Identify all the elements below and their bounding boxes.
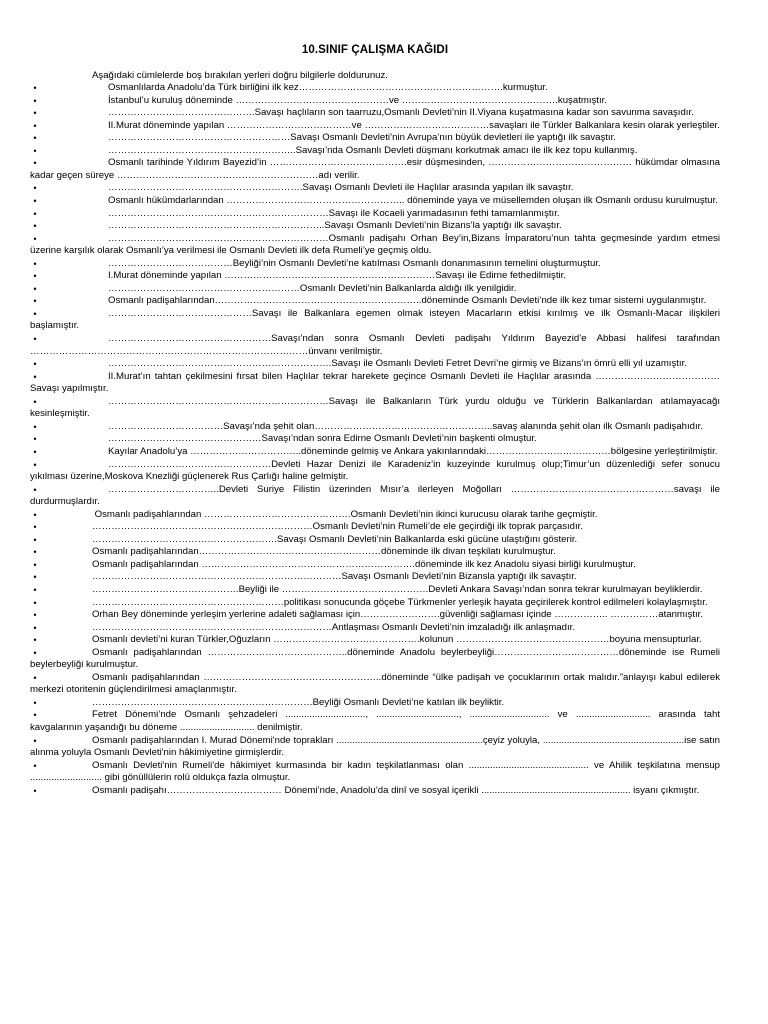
bullet-icon: • — [33, 584, 37, 595]
question-item — [30, 283, 720, 296]
question-text: …………………………………………………………….Savaşı ile Osmanlı Devleti Fetret Devri’ne girmiş ve Bizans’ın ömrü elli yıl uzamıştır. — [108, 358, 687, 370]
question-text: …………………………………Beyliği’nin Osmanlı Devleti’ne katılması Osmanlı donanmasının temelini oluşturmuştur. — [108, 257, 601, 269]
bullet-icon: • — [33, 760, 37, 771]
question-text: …………………………………………………..Savaşı’nda Osmanlı Devleti düşmanı korkutmak amacı ile ilk kez topu kullanmış. — [108, 144, 638, 156]
question-item — [30, 647, 720, 672]
question-item — [30, 333, 720, 358]
question-text: Orhan Bey döneminde yerleşim yerlerine adaleti sağlaması için…………………….güvenliği sağlaması içinde …………….. ……………atanmıştır. — [92, 609, 704, 621]
question-text: Osmanlı padişahlarından ………………………………………………..döneminde “ülke padişah ve çocuklarının ortak malıdır.”anlayışı kabul edilerek merkezi otoritenin güçlendirilmesi amaçlanmıştır. — [30, 671, 720, 696]
question-item — [30, 546, 720, 559]
bullet-icon: • — [33, 421, 37, 432]
question-text: Osmanlı padişahlarından…………………………………………………döneminde ilk divan teşkilatı kurulmuştur. — [92, 546, 556, 558]
question-text: Osmanlılarda Anadolu’da Türk birliğini ilk kez……………………………………………………….kurmuştur. — [108, 82, 548, 94]
bullet-icon: • — [33, 208, 37, 219]
question-text: ……………………………..Devleti Suriye Filistin üzerinden Mısır’a ilerleyen Moğolları ……………………………………………savaşı ile durdurmuşlardır. — [30, 483, 720, 508]
question-text: II.Murat döneminde yapılan …………………………………ve …………………………………savaşları ile Türkler Balkanlara kesin olarak yerleştiler. — [108, 119, 720, 131]
bullet-icon: • — [33, 597, 37, 608]
question-text: ……………………………………………………………Osmanlı Devleti’nin Rumeli’de ele geçirdiği ilk toprak parçasıdır. — [92, 521, 583, 533]
bullet-icon: • — [33, 145, 37, 156]
bullet-icon: • — [33, 522, 37, 533]
bullet-icon: • — [33, 83, 37, 94]
question-text: Kayılar Anadolu’ya ……………………………..döneminde gelmiş ve Ankara yakınlarındaki…………………………………bölgesine yerleştirilmiştir. — [108, 445, 718, 457]
page-title: 10.SINIF ÇALIŞMA KAĞIDI — [301, 44, 449, 56]
question-text: ……………………………………….Beyliği ile ……………………………………….Devleti Ankara Savaşı’ndan sonra tekrar kurulmayan beyliklerdir. — [92, 583, 703, 595]
bullet-icon: • — [33, 158, 37, 169]
question-item — [30, 421, 720, 434]
question-item — [30, 534, 720, 547]
bullet-icon: • — [33, 735, 37, 746]
bullet-icon: • — [33, 459, 37, 470]
bullet-icon: • — [33, 672, 37, 683]
question-item — [30, 371, 720, 396]
question-item — [30, 597, 720, 610]
bullet-icon: • — [33, 559, 37, 570]
bullet-icon: • — [33, 95, 37, 106]
question-text: ……………………………………………Savaşı’ndan sonra Osmanlı Devleti padişahı Yıldırım Bayezid’e Abbasi halifesi tarafından ……………………………………………………………………………ünvanı verilmiştir. — [30, 333, 720, 357]
question-item — [30, 709, 720, 734]
question-item — [30, 509, 720, 522]
question-text: ……………………………………………………………………Savaşı Osmanlı Devleti’nin Bizansla yaptığı ilk savaştır. — [92, 571, 577, 583]
question-text: ………………………………………Savaşı ile Balkanlara egemen olmak isteyen Macarların etkisi kırılmış ve ilk Osmanlı-Macar ilişkileri başlamıştır. — [30, 307, 720, 332]
question-item — [30, 358, 720, 371]
question-item — [30, 459, 720, 484]
question-item — [30, 484, 720, 509]
bullet-icon: • — [33, 283, 37, 294]
bullet-icon: • — [33, 697, 37, 708]
question-item — [30, 521, 720, 534]
question-text: …………………………………………………………………Antlaşması Osmanlı Devleti’nin imzaladığı ilk anlaşmadır. — [92, 621, 575, 633]
question-text: …………………………………………………………..Savaşı Osmanlı Devleti’nin Bizans’la yaptığı ilk savaştır. — [108, 220, 562, 232]
question-item — [30, 157, 720, 182]
question-item — [30, 132, 720, 145]
question-item — [30, 396, 720, 421]
question-text: …………………………………………………….Savaşı Osmanlı Devleti ile Haçlılar arasında yapılan ilk savaştır. — [108, 182, 574, 194]
question-text: ……………………………………………………politikası sonucunda göçebe Türkmenler yerleşik hayata geçirilerek kontrol edilmeleri kolaylaşmıştır. — [92, 596, 708, 608]
bullet-icon: • — [33, 271, 37, 282]
question-item — [30, 672, 720, 697]
question-item — [30, 571, 720, 584]
question-item — [30, 182, 720, 195]
bullet-icon: • — [33, 133, 37, 144]
question-text: II.Murat’ın tahtan çekilmesini fırsat bilen Haçlılar tekrar harekete geçince Osmanlı Devleti ile Haçlılar arasında …………………………………Savaşı yapılmıştır. — [30, 370, 720, 395]
question-item — [30, 258, 720, 271]
question-text: …………………………………………Savaşı’ndan sonra Edirne Osmanlı Devleti’nin başkenti olmuştur. — [108, 433, 537, 445]
bullet-icon: • — [33, 221, 37, 232]
question-text: …………………………………………………Savaşı Osmanlı Devleti’nin Avrupa’nın büyük devletleri ile yaptığı ilk savaştır. — [108, 132, 616, 144]
question-text: ………………………………………………….Savaşı Osmanlı Devleti’nin Balkanlarda eski gücüne ulaştığını gösterir. — [92, 533, 578, 545]
question-text: Osmanlı padişahlarından ………………………………………………………….döneminde ilk kez Anadolu siyasi birliği kurulmuştur. — [92, 558, 636, 570]
question-text: ……………………………………………………………Savaşı ile Balkanların Türk yurdu olduğu ve Türklerin Balkanlardan atılamayacağı kesinleşmiştir. — [30, 395, 720, 420]
question-text: Osmanlı padişahlarından ……………………………………..döneminde Anadolu beylerbeyliği…………………………………döneminde ise Rumeli beylerbeyliği kurulmuştur. — [30, 646, 720, 671]
question-item — [30, 559, 720, 572]
question-text: Fetret Dönemi’nde Osmanlı şehzadeleri .............................., ..............................., .............................. ve ............................ arasında taht kavgalarının yaşandığı bu döneme ............................ denilmiştir. — [30, 709, 720, 733]
bullet-icon: • — [33, 334, 37, 345]
question-item — [30, 233, 720, 258]
question-item — [30, 145, 720, 158]
bullet-icon: • — [33, 635, 37, 646]
question-item — [30, 208, 720, 221]
bullet-icon: • — [33, 396, 37, 407]
question-text: Osmanlı tarihinde Yıldırım Bayezid’in …………………………………….esir düşmesinden, ……………………………………… hükümdar olmasına kadar geçen süreye ………………………………………………………adı verilir. — [30, 157, 720, 181]
question-item — [30, 735, 720, 760]
question-item — [30, 634, 720, 647]
bullet-icon: • — [33, 258, 37, 269]
question-item — [30, 697, 720, 710]
question-text: Osmanlı padişahı……………………………… Dönemi’nde, Anadolu’da dinî ve sosyal içerikli ........................................................ isyanı çıkmıştır. — [92, 784, 700, 796]
question-item — [30, 785, 720, 798]
question-item — [30, 270, 720, 283]
question-text: ……………………………………………………………Savaşı ile Kocaeli yarımadasının fethi tamamlanmıştır. — [108, 207, 560, 219]
bullet-icon: • — [33, 572, 37, 583]
bullet-icon: • — [33, 509, 37, 520]
question-text: Osmanlı devleti’ni kuran Türkler,Oğuzların ……………………………………….kolunun …………………………………………boyuna mensupturlar. — [92, 634, 702, 646]
bullet-icon: • — [33, 484, 37, 495]
bullet-icon: • — [33, 359, 37, 370]
question-text: Osmanlı padişahlarından………………………………………………………..döneminde Osmanlı Devleti’nde ilk kez tımar sistemi uygulanmıştır. — [108, 295, 707, 307]
question-item — [30, 308, 720, 333]
question-text: İstanbul’u kuruluş döneminde …………………………………………ve ………………………………………….kuşatmıştır. — [108, 94, 607, 106]
bullet-icon: • — [33, 622, 37, 633]
question-item — [30, 195, 720, 208]
bullet-icon: • — [33, 196, 37, 207]
question-item — [30, 609, 720, 622]
bullet-icon: • — [33, 183, 37, 194]
question-text: ……………………………………………………………Osmanlı padişahı Orhan Bey’in,Bizans İmparatoru’nun tahta geçmesinde yardım etmesi üzerine karşılık olarak Osmanlı’ya verilmesi ile Osmanlı Devleti ilk defa Rumeli’ye geçmiş oldu. — [30, 232, 720, 257]
bullet-icon: • — [33, 710, 37, 721]
bullet-icon: • — [33, 233, 37, 244]
question-item — [30, 220, 720, 233]
question-item — [30, 107, 720, 120]
question-text: ……………………………………………Devleti Hazar Denizi ile Karadeniz’in kuzeyinde kurulmuş olup;Timur’un düzenlediği sefer sonucu yıkılması üzerine,Moskova Knezliği güçlenerek Rus Çarlığı haline gelmiştir. — [30, 458, 720, 483]
bullet-icon: • — [33, 296, 37, 307]
question-text: Osmanlı padişahlarından ……………………………………….Osmanlı Devleti’nin ikinci kurucusu olarak tarihe geçmiştir. — [92, 508, 598, 520]
question-text: I.Murat döneminde yapılan …………………………………………………………Savaşı ile Edirne fethedilmiştir. — [108, 270, 566, 282]
question-item — [30, 82, 720, 95]
question-item — [30, 295, 720, 308]
question-text: ……………………………………….Savaşı haçlıların son taarruzu,Osmanlı Devleti’nin II.Viyana kuşatmasına kadar son savunma savaşıdır. — [108, 107, 694, 119]
instructions: Aşağıdaki cümlelerde boş bırakılan yerleri doğru bilgilerle doldurunuz. — [92, 69, 388, 81]
bullet-icon: • — [33, 785, 37, 796]
question-text: ……………………………………………………Osmanlı Devleti’nin Balkanlarda aldığı ilk yenilgidir. — [108, 282, 517, 294]
bullet-icon: • — [33, 647, 37, 658]
question-item — [30, 446, 720, 459]
bullet-icon: • — [33, 534, 37, 545]
question-item — [30, 760, 720, 785]
question-text: ……………………………………………………………Beyliği Osmanlı Devleti’ne katılan ilk beyliktir. — [92, 696, 505, 708]
bullet-icon: • — [33, 547, 37, 558]
question-item — [30, 120, 720, 133]
question-item — [30, 433, 720, 446]
question-text: Osmanlı padişahlarından I. Murad Dönemi'nde toprakları .......................................................çeyiz yoluyla, .....................................................ise satın alınma yoluyla Osmanlı Devleti'nin hâkimiyetine girmişlerdir. — [30, 734, 720, 759]
worksheet-page — [30, 44, 720, 797]
question-item — [30, 95, 720, 108]
question-text: ………………………………Savaşı’nda şehit olan………………………………………………..savaş alanında şehit olan ilk Osmanlı padişahıdır. — [108, 420, 703, 432]
bullet-icon: • — [33, 371, 37, 382]
bullet-icon: • — [33, 446, 37, 457]
bullet-icon: • — [33, 434, 37, 445]
question-text: Osmanlı hükümdarlarından ……………………………………………….. döneminde yaya ve müsellemden oluşan ilk Osmanlı ordusu kurulmuştur. — [108, 195, 718, 207]
question-item — [30, 584, 720, 597]
bullet-icon: • — [33, 120, 37, 131]
bullet-icon: • — [33, 610, 37, 621]
bullet-icon: • — [33, 108, 37, 119]
bullet-icon: • — [33, 308, 37, 319]
question-list — [30, 82, 720, 797]
question-text: Osmanlı Devleti'nin Rumeli'de hâkimiyet kurmasında bir kadın teşkilatlanması olan ............................................. ve Ahilik teşkilatına mensup ........................... gibi gönüllülerin rolü oldukça fazla olmuştur. — [30, 759, 720, 784]
question-item — [30, 622, 720, 635]
